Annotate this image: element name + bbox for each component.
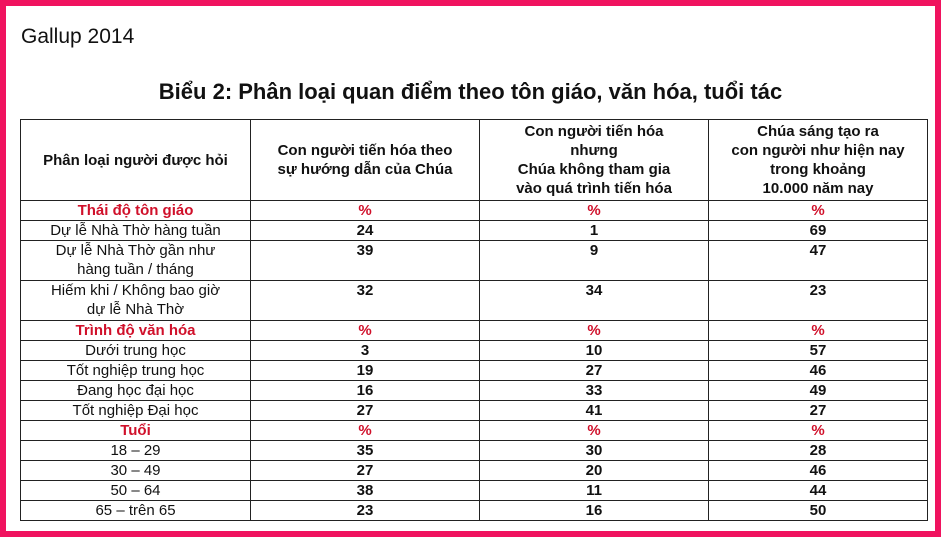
header-guided-evolution: Con người tiến hóa theo sự hướng dẫn của Chúa [251,120,480,201]
data-table [20,119,928,521]
table-row: Tốt nghiệp Đại học 27 41 27 [21,401,928,421]
source-label: Gallup 2014 [21,25,135,48]
table-row: 50 – 64 38 11 44 [21,481,928,501]
table-row: 30 – 49 27 20 46 [21,461,928,481]
section-row-age: Tuổi % % % [21,421,928,441]
section-row-religion: Thái độ tôn giáo % % % [21,201,928,221]
header-category: Phân loại người được hỏi [21,120,251,201]
table-row: Dự lễ Nhà Thờ gần như hàng tuần / tháng 39 9 47 [21,241,928,281]
table-row: Hiếm khi / Không bao giờ dự lễ Nhà Thờ 32 34 23 [21,281,928,321]
table-header-row [21,120,928,201]
table-row: Dưới trung học 3 10 57 [21,341,928,361]
table-row: 18 – 29 35 30 28 [21,441,928,461]
table-row: Tốt nghiệp trung học 19 27 46 [21,361,928,381]
header-unguided-evolution: Con người tiến hóa nhưng Chúa không tham gia vào quá trình tiến hóa [480,120,709,201]
table-row: 65 – trên 65 23 16 50 [21,501,928,521]
section-row-education: Trình độ văn hóa % % % [21,321,928,341]
table-row: Dự lễ Nhà Thờ hàng tuần 24 1 69 [21,221,928,241]
table-row: Đang học đại học 16 33 49 [21,381,928,401]
header-creationism: Chúa sáng tạo ra con người như hiện nay trong khoảng 10.000 năm nay [709,120,928,201]
page-title: Biểu 2: Phân loại quan điểm theo tôn giáo, văn hóa, tuổi tác [158,79,783,104]
